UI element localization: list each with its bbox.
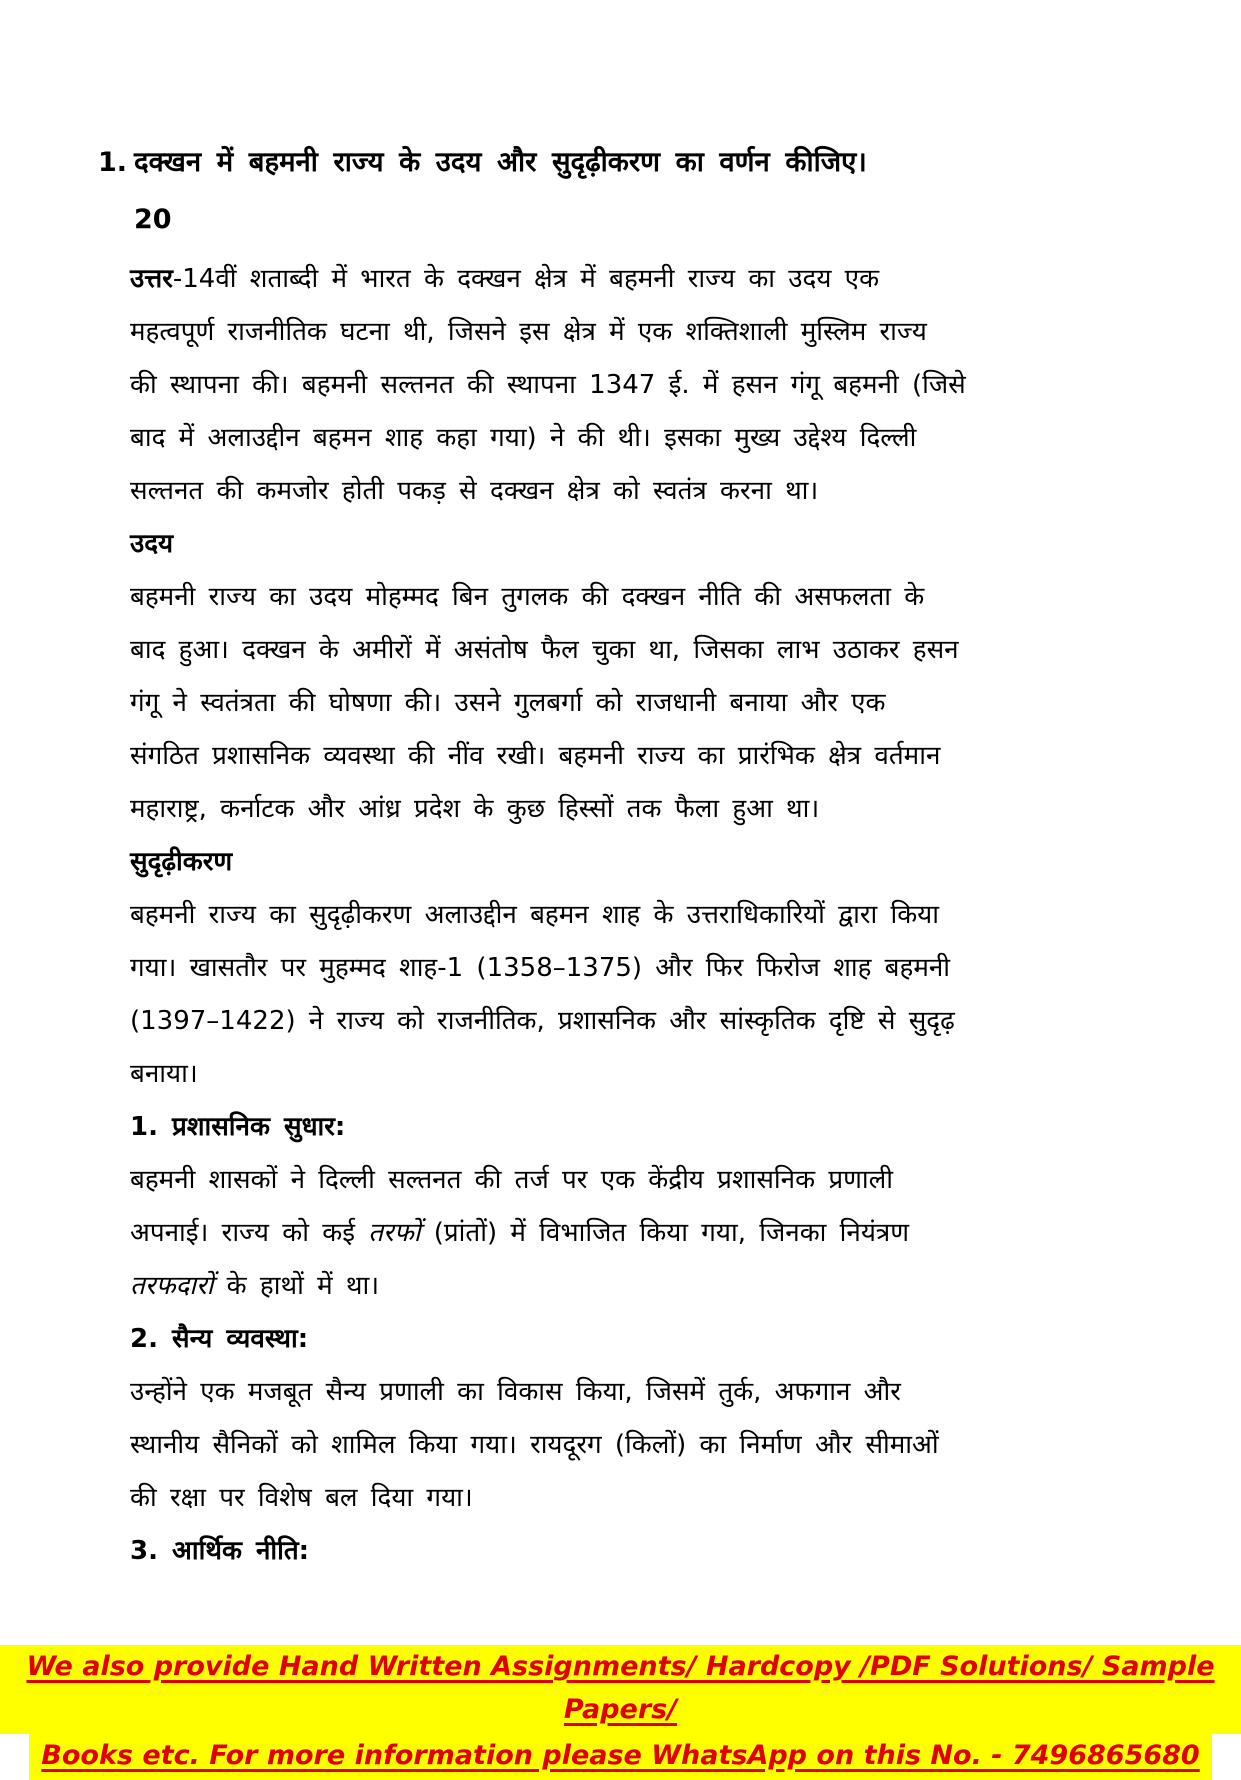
sudridhikaran-paragraph-line [130, 995, 1217, 1048]
question-title: दक्खन में बहमनी राज्य के उदय और सुदृढ़ीकरण का वर्णन कीजिए। [134, 146, 867, 178]
footer-highlighted-text-1: We also provide Hand Written Assignments/ Hardcopy /PDF Solutions/ Sample Papers/ [0, 1645, 1241, 1734]
sainya-paragraph-line [130, 1419, 1217, 1472]
uday-paragraph-line [130, 624, 1217, 677]
intro-paragraph-line [130, 412, 1217, 465]
text-segment: (प्रांतों) में विभाजित किया गया, जिनका नियंत्रण [420, 1218, 910, 1248]
text-segment: उत्तर [130, 264, 173, 294]
text-segment: की रक्षा पर विशेष बल दिया गया। [130, 1483, 473, 1513]
text-segment: सल्तनत की कमजोर होती पकड़ से दक्खन क्षेत्र को स्वतंत्र करना था। [130, 476, 819, 506]
uday-paragraph-line [130, 571, 1217, 624]
question-marks: 20 [134, 204, 172, 235]
sainya-paragraph-line [130, 1472, 1217, 1525]
footer-banner [0, 1645, 1241, 1780]
uday-paragraph-line [130, 783, 1217, 836]
text-segment: महाराष्ट्र, कर्नाटक और आंध्र प्रदेश के कुछ हिस्सों तक फैला हुआ था। [130, 794, 820, 824]
intro-paragraph-line [130, 359, 1217, 412]
sainya-paragraph-line [130, 1366, 1217, 1419]
sudridhikaran-paragraph-line [130, 942, 1217, 995]
text-segment: बाद हुआ। दक्खन के अमीरों में असंतोष फैल चुका था, जिसका लाभ उठाकर हसन [130, 635, 959, 665]
uday-paragraph-line [130, 677, 1217, 730]
intro-paragraph-line [130, 253, 1217, 306]
heading-sudridhikaran: सुदृढ़ीकरण [130, 847, 233, 877]
text-segment: तरफों [368, 1218, 421, 1248]
text-segment: -14वीं शताब्दी में भारत के दक्खन क्षेत्र में बहमनी राज्य का उदय एक [172, 264, 880, 294]
text-segment: स्थानीय सैनिकों को शामिल किया गया। रायदूरग (किलों) का निर्माण और सीमाओं [130, 1430, 939, 1460]
text-segment: बहमनी राज्य का सुदृढ़ीकरण अलाउद्दीन बहमन शाह के उत्तराधिकारियों द्वारा किया [130, 900, 939, 930]
text-segment: तरफदारों [130, 1271, 214, 1301]
question-number: 1. [98, 147, 128, 178]
sudridhikaran-paragraph-line [130, 1048, 1217, 1101]
uday-paragraph-line [130, 730, 1217, 783]
prashasanik-paragraph-line [130, 1154, 1217, 1207]
intro-paragraph-line [130, 465, 1217, 518]
text-segment: (1397–1422) ने राज्य को राजनीतिक, प्रशासनिक और सांस्कृतिक दृष्टि से सुदृढ़ [130, 1006, 955, 1036]
sudridhikaran-paragraph-line [130, 889, 1217, 942]
prashasanik-paragraph-line [130, 1207, 1217, 1260]
text-segment: संगठित प्रशासनिक व्यवस्था की नींव रखी। बहमनी राज्य का प्रारंभिक क्षेत्र वर्तमान [130, 741, 941, 771]
text-segment: की स्थापना की। बहमनी सल्तनत की स्थापना 1347 ई. में हसन गंगू बहमनी (जिसे [130, 370, 966, 400]
text-segment: उन्होंने एक मजबूत सैन्य प्रणाली का विकास किया, जिसमें तुर्क, अफगान और [130, 1377, 901, 1407]
heading-prashasanik-sudhar: 1. प्रशासनिक सुधार: [130, 1112, 346, 1142]
text-segment: बहमनी शासकों ने दिल्ली सल्तनत की तर्ज पर एक केंद्रीय प्रशासनिक प्रणाली [130, 1165, 894, 1195]
answer-body [130, 253, 1217, 1578]
heading-sainya-vyavastha: 2. सैन्य व्यवस्था: [130, 1324, 309, 1354]
text-segment: महत्वपूर्ण राजनीतिक घटना थी, जिसने इस क्षेत्र में एक शक्तिशाली मुस्लिम राज्य [130, 317, 927, 347]
intro-paragraph-line [130, 306, 1217, 359]
text-segment: गंगू ने स्वतंत्रता की घोषणा की। उसने गुलबर्गा को राजधानी बनाया और एक [130, 688, 886, 718]
heading-uday: उदय [130, 529, 174, 559]
heading-arthik-niti: 3. आर्थिक नीति: [130, 1536, 310, 1566]
text-segment: के हाथों में था। [213, 1271, 380, 1301]
prashasanik-paragraph-line [130, 1260, 1217, 1313]
text-segment: बनाया। [130, 1059, 198, 1089]
text-segment: बहमनी राज्य का उदय मोहम्मद बिन तुगलक की दक्खन नीति की असफलता के [130, 582, 925, 612]
question-content [134, 134, 867, 248]
text-segment: बाद में अलाउद्दीन बहमन शाह कहा गया) ने की थी। इसका मुख्य उद्देश्य दिल्ली [130, 423, 917, 453]
footer-line [0, 1734, 1241, 1780]
question-block [98, 134, 1213, 248]
text-segment: अपनाई। राज्य को कई [130, 1218, 369, 1248]
footer-line [0, 1645, 1241, 1734]
footer-highlighted-text-2: Books etc. For more information please WhatsApp on this No. - 7496865680 [29, 1734, 1211, 1780]
text-segment: गया। खासतौर पर मुहम्मद शाह-1 (1358–1375) और फिर फिरोज शाह बहमनी [130, 953, 951, 983]
